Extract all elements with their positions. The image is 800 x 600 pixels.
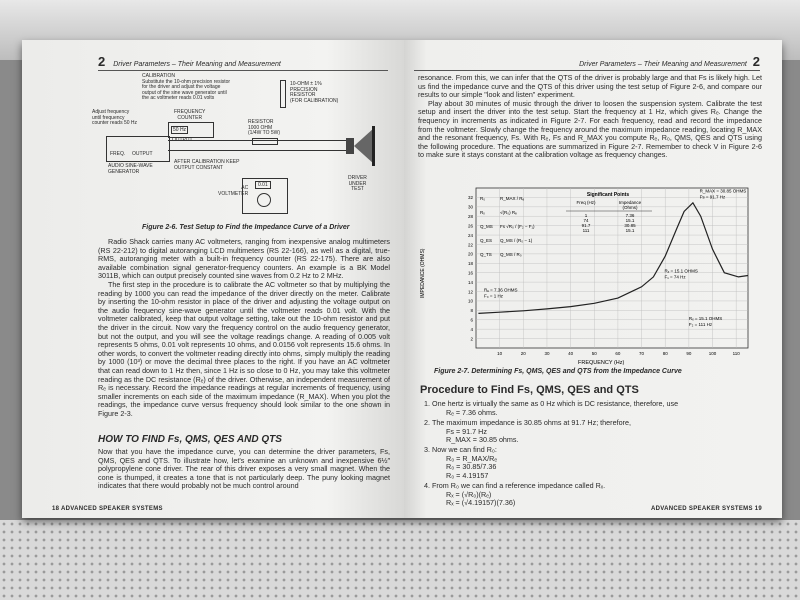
generator-label: AUDIO SINE-WAVE GENERATOR [108, 163, 153, 175]
section-heading: HOW TO FIND Fs, QMS, QES AND QTS [98, 434, 282, 445]
test-setup-diagram [92, 74, 392, 224]
point-annotation: R_MAX = 30.85 OHMS [699, 188, 747, 194]
open-book [22, 40, 782, 518]
meter-dial-icon [257, 193, 271, 207]
point-annotation: F₂ = 111 Hz [688, 321, 713, 327]
x-tick-label: 50 [591, 351, 597, 356]
table-header: Impedance [618, 200, 642, 205]
paragraph: resonance. From this, we can infer that the QTS of the driver is probably large and that Fs is likely high. Let us find the impedance curve and the QTS of this driver using the test setup of Figure 2-6, and compare our results to our simple "look and listen" experiment. [418, 73, 762, 100]
x-tick-label: 100 [708, 351, 717, 356]
y-tick-label: 22 [467, 242, 473, 248]
y-tick-label: 12 [467, 289, 473, 295]
procedure-step [432, 400, 760, 417]
procedure-step [432, 446, 760, 480]
paragraph: Play about 30 minutes of music through the driver to loosen the suspension system. Calibrate the test setup and insert the driver into the test setup. Start the frequency at 1 Hz, which gives Rₑ. Change the frequency in increments as indicated in Figure 2-7. For each frequency, read and record the impedance from the voltmeter. Slowly change the frequency around the maximum impedance reading, locating R_MAX and the resonant frequency, Fs. With Rₑ, Fs and R_MAX you compute Rₑ, R₀, QMS, QES and QTS using the following procedure. The equations are summarized in Figure 2-7. Remember to check V in Figure 2-6 to make sure it stays constant at the calibration voltage as frequency changes. [418, 98, 762, 160]
precision-resistor-label: 10-OHM ± 1% PRECISION RESISTOR (FOR CALIBRATION) [290, 81, 339, 104]
left-body-text-2 [98, 448, 390, 491]
step-equations [432, 409, 760, 417]
paragraph: The first step in the procedure is to calibrate the AC voltmeter so that by multiplying the reading by 1000 you can read the impedance of the driver directly on the meter. Calibrate by inserting the 10-ohm resistor in place of the driver and adjusting the voltage output on the audio frequency sine-wave generator until the voltmeter reads 0.01 volt. With the voltmeter calibrated, keep that output voltage setting, take out the 10-ohm resistor and put the driver in the circuit. Now vary the frequency control on the audio frequency generator, but not the output, and you will see the voltage readings change. A reading of 0.005 volt represents 5 ohms, 0.01 volt represents 10 ohms, and 0.0156 volt represents 15.6 ohms. In other words, to convert the voltmeter reading directly into ohms, simply multiply the reading by 1000 (10³) or move the decimal three places to the right. If you have an AC voltmeter that can read down to 1 Hz then, since 1 Hz is so close to 0 Hz, you may take this voltmeter reading as the DC resistance (Rₑ) of the driver. Otherwise, an independent measurement of Rₑ is necessary. Record the impedance readings at regular increments of frequency, using smaller increments on each side of the maximum impedance (R_MAX). When you plot the readings, the impedance curve versus frequency should look similar to the one shown in Figure 2-3. [98, 279, 390, 418]
bottom-wire [168, 150, 348, 151]
point-annotation: Rₓ = 15.1 OHMS [664, 268, 698, 274]
formula-name: R₀ [480, 196, 486, 201]
formula-expression: Q_MS / (R₀ − 1) [500, 238, 533, 243]
table-cell: 15.1 [625, 218, 635, 223]
y-tick-label: 16 [467, 270, 473, 276]
procedure-step [432, 419, 760, 444]
step-text: 4. From R₀ we can find a reference impedance called Rₓ. [432, 481, 606, 491]
paragraph: Now that you have the impedance curve, you can determine the driver parameters, Fs, QMS, QES and QTS. To illustrate how, let's examine an unknown and inexpensive 6½″ polypropylene cone driver. The rear of this driver exposes a very small magnet. When the cone is thumped, it creates a tone that is not particularly deep. The puny looking magnet indicates that there would probably not be much control around [98, 447, 390, 491]
left-body-text [98, 238, 390, 418]
left-page-header [98, 54, 388, 71]
gen-output-label: OUTPUT [132, 151, 153, 157]
resistor-label: RESISTOR 1000 OHM (1/4W TO 5W) [248, 119, 281, 136]
x-tick-label: 70 [639, 351, 645, 356]
table-header: (Ohms) [622, 205, 638, 210]
formula-expression: R_MAX / Rₑ [500, 196, 525, 201]
x-tick-label: 60 [615, 351, 621, 356]
table-cell: 111 [582, 228, 590, 233]
equation: R₀ = 4.19157 [446, 470, 489, 480]
steps-list [420, 400, 760, 508]
table-cell: 74 [583, 218, 589, 223]
y-tick-label: 8 [470, 308, 473, 314]
equation: R₀ = 30.85/7.36 [446, 462, 497, 472]
right-page [404, 40, 782, 518]
procedure-step [432, 482, 760, 507]
table-cell: 7.36 [625, 213, 635, 218]
table-cell: 15.1 [625, 228, 635, 233]
formula-name: Q_ES [480, 238, 493, 243]
x-axis-label: FREQUENCY (Hz) [578, 360, 625, 366]
freq-knob-label: FREQ. [110, 151, 126, 157]
table-cell: 30.85 [624, 223, 636, 228]
right-body-text [418, 74, 762, 160]
point-annotation: Rₑ = 7.36 OHMS [484, 287, 518, 293]
impedance-chart [418, 178, 768, 366]
table-cell: 1 [584, 213, 588, 218]
equation: R₀ = R_MAX/Rₑ [446, 454, 497, 463]
right-page-header [414, 54, 760, 71]
x-tick-label: 10 [497, 351, 503, 356]
y-axis-label: IMPEDANCE (OHMS) [420, 248, 426, 298]
x-tick-label: 80 [662, 351, 668, 356]
point-annotation: Fs = 91.7 Hz [699, 194, 726, 200]
y-tick-label: 28 [467, 214, 473, 220]
x-tick-label: 40 [568, 351, 574, 356]
voltmeter-label: AC VOLTMETER [218, 185, 249, 197]
equation: Fs = 91.7 Hz [446, 426, 487, 436]
step-text: 3. Now we can find R₀: [432, 445, 497, 455]
x-tick-label: 110 [732, 351, 740, 356]
precision-resistor [280, 80, 286, 108]
y-tick-label: 32 [467, 195, 473, 201]
frequency-counter [168, 122, 214, 138]
right-footer: ADVANCED SPEAKER SYSTEMS 19 [650, 506, 762, 512]
signal-generator [106, 136, 170, 162]
y-tick-label: 20 [467, 251, 473, 257]
y-tick-label: 10 [467, 298, 473, 304]
y-tick-label: 4 [470, 326, 473, 332]
point-annotation: Rₓ = 15.1 OHMS [688, 315, 723, 321]
figure-2-7-caption: Figure 2-7. Determining Fs, QMS, QES and QTS from the Impedance Curve [434, 368, 682, 375]
formula-name: Q_MS [480, 224, 493, 229]
ac-voltmeter [242, 178, 288, 214]
table-title: Significant Points [586, 192, 630, 198]
calibration-note: CALIBRATION Substitute the 10-ohm precision resistor for the driver and adjust the voltage output of the sine wave generator until the ac voltmeter reads 0.01 volts [142, 73, 231, 101]
procedure-steps [420, 400, 760, 510]
formula-name: Q_TS [480, 252, 492, 257]
step-text: 2. The maximum impedance is 30.85 ohms at 91.7 Hz; therefore, [432, 418, 631, 427]
equation: Rₓ = (√4.19157)(7.36) [446, 498, 516, 508]
point-annotation: F₁ = 74 Hz [664, 274, 686, 280]
y-tick-label: 2 [470, 336, 473, 342]
chapter-number: 2 [98, 54, 106, 69]
header-title: Driver Parameters – Their Meaning and Measurement [579, 61, 747, 68]
equation: R_MAX = 30.85 ohms. [446, 435, 519, 444]
table-header: Freq (Hz) [576, 200, 596, 205]
formula-name: Rₓ [480, 210, 485, 215]
formula-expression: Q_MS / R₀ [500, 252, 522, 257]
tablecloth [0, 520, 800, 600]
x-tick-label: 30 [544, 351, 550, 356]
y-tick-label: 6 [470, 317, 473, 323]
x-tick-label: 20 [520, 351, 526, 356]
left-page [22, 40, 404, 518]
y-tick-label: 24 [467, 232, 473, 238]
header-title: Driver Parameters – Their Meaning and Measurement [113, 61, 281, 68]
equation: Rₑ = 7.36 ohms. [446, 407, 498, 417]
procedure-heading: Procedure to Find Fs, QMS, QES and QTS [420, 384, 639, 396]
y-tick-label: 18 [467, 261, 473, 267]
top-wire [168, 140, 348, 141]
y-tick-label: 26 [467, 223, 473, 229]
figure-2-6-caption: Figure 2-6. Test Setup to Find the Impedance Curve of a Driver [142, 224, 350, 231]
point-annotation: F₀ = 1 Hz [484, 293, 503, 299]
left-footer: 18 ADVANCED SPEAKER SYSTEMS [52, 506, 163, 512]
y-tick-label: 30 [467, 204, 473, 210]
impedance-curve [478, 203, 748, 314]
meter-display: 0.01 [255, 181, 271, 189]
driver-label: DRIVER UNDER TEST [348, 175, 367, 192]
counter-display: 50 Hz [173, 127, 187, 133]
after-calibration-note: AFTER CALIBRATION KEEP OUTPUT CONSTANT [174, 159, 240, 171]
formula-expression: Fs √R₀ / (F₂ − F₁) [500, 224, 535, 229]
adjust-note: Adjust frequency until frequency counter reads 50 Hz [92, 109, 138, 126]
counter-label: FREQUENCY COUNTER [174, 109, 206, 121]
step-equations [432, 428, 760, 445]
y-tick-label: 14 [467, 279, 473, 285]
paragraph: Radio Shack carries many AC voltmeters, ranging from inexpensive analog multimeters (RS 22-212) to digital autoranging LCD multimeters (RS 22-166), as well as a digital, true-RMS, autoranging meter with a built-in frequency counter (RS 22-175). There are also available combination signal generator-frequency counters. An example is a BK Model 3011B, which can output precisely counted sine waves from 0.2 Hz to 2 MHz. [98, 237, 390, 281]
table-cell: 91.7 [581, 223, 591, 228]
step-equations [432, 455, 760, 480]
formula-expression: √(R₀) Rₑ [500, 210, 517, 215]
step-text: 1. One hertz is virtually the same as 0 Hz which is DC resistance, therefore, use [432, 399, 679, 408]
x-tick-label: 90 [686, 351, 692, 356]
chapter-number: 2 [752, 54, 760, 69]
equation: Rₓ = (√R₀)(Rₑ) [446, 489, 492, 499]
speaker-driver-icon [346, 126, 376, 166]
